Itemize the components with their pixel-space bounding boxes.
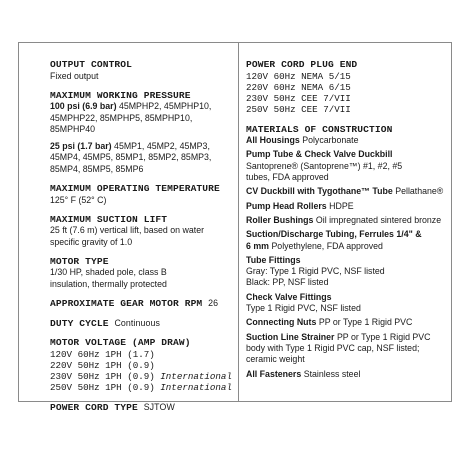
connecting-nuts-value: PP or Type 1 Rigid PVC [318,317,413,328]
max-suction-lift-line-2: specific gravity of 1.0 [50,236,133,247]
check-valve-value: Type 1 Rigid PVC, NSF listed [246,303,361,314]
plug-end-line-3: 230V 50Hz CEE 7/VII [246,93,351,105]
housings-label: All Housings [246,135,300,146]
output-control-heading: OUTPUT CONTROL [50,59,133,70]
duty-cycle-section [50,318,230,330]
pressure-25-label: 25 psi (1.7 bar) [50,141,112,152]
suction-tubing-label-1: Suction/Discharge Tubing, Ferrules 1/4" & [246,229,422,240]
pressure-100-line-2: 45MPHP22, 85MPHP5, 85MPHP10, [50,112,193,123]
voltage-row-4-note: International [160,382,232,394]
motor-type-heading: MOTOR TYPE [50,255,109,267]
tube-fittings-label: Tube Fittings [246,254,301,265]
max-working-pressure-section [50,90,230,175]
voltage-row-2: 220V 50Hz 1PH (0.9) [50,359,155,371]
gear-motor-rpm-value: 26 [208,298,219,309]
materials-heading: MATERIALS OF CONSTRUCTION [246,123,393,135]
plug-end-line-4: 250V 50Hz CEE 7/VII [246,104,351,116]
power-cord-type-heading: POWER CORD TYPE [50,401,138,413]
strainer-label: Suction Line Strainer [246,331,335,342]
gear-motor-rpm-section [50,298,230,310]
tube-fittings-line-2: Black: PP, NSF listed [246,277,329,288]
strainer-line-1: body with Type 1 Rigid PVC cap, NSF listed; [246,342,420,353]
pump-tube-line-1: Santoprene® (Santoprene™) #1, #2, #5 [246,160,403,171]
tube-fittings-line-1: Gray: Type 1 Rigid PVC, NSF listed [246,266,385,277]
head-rollers-value: HDPE [329,200,354,211]
voltage-row-3: 230V 50Hz 1PH (0.9) [50,371,155,383]
pressure-100-line-3: 85MPHP40 [50,123,95,134]
pressure-100-line-1: 45MPHP2, 45MPHP10, [116,101,212,112]
pump-tube-label: Pump Tube & Check Valve Duckbill [246,149,393,160]
motor-voltage-heading: MOTOR VOLTAGE (AMP DRAW) [50,337,191,349]
plug-end-section [246,59,452,116]
power-cord-type-section [50,402,230,414]
max-operating-temp-section [50,183,230,206]
duty-cycle-value: Continuous [114,317,160,328]
suction-tubing-label-2: 6 mm [246,240,269,251]
left-column [50,59,230,413]
duty-cycle-heading: DUTY CYCLE [50,317,109,329]
voltage-row-1: 120V 60Hz 1PH (1.7) [50,348,155,360]
cv-duckbill-label: CV Duckbill with Tygothane™ Tube [246,186,393,197]
roller-bushings-label: Roller Bushings [246,214,314,225]
plug-end-line-2: 220V 60Hz NEMA 6/15 [246,81,351,93]
pump-tube-line-2: tubes, FDA approved [246,172,329,183]
pressure-25-line-2: 45MP4, 45MP5, 85MP1, 85MP2, 85MP3, [50,152,212,163]
pressure-25-line-1: 45MP1, 45MP2, 45MP3, [111,141,210,152]
motor-voltage-section [50,337,230,394]
motor-type-line-2: insulation, thermally protected [50,278,167,289]
output-control-section [50,59,230,82]
plug-end-heading: POWER CORD PLUG END [246,59,358,70]
suction-tubing-value: Polyethylene, FDA approved [271,240,383,251]
check-valve-label: Check Valve Fittings [246,291,332,302]
column-divider [238,43,239,401]
strainer-line-2: ceramic weight [246,354,305,365]
right-column [246,59,452,380]
voltage-row-4: 250V 50Hz 1PH (0.9) [50,382,155,394]
max-working-pressure-heading: MAXIMUM WORKING PRESSURE [50,89,191,101]
motor-type-section [50,256,230,290]
housings-value: Polycarbonate [302,135,359,146]
max-suction-lift-heading: MAXIMUM SUCTION LIFT [50,213,168,225]
max-suction-lift-line-1: 25 ft (7.6 m) vertical lift, based on water [50,225,205,236]
pressure-25-line-3: 85MP4, 85MP5, 85MP6 [50,163,144,174]
pressure-100-label: 100 psi (6.9 bar) [50,101,117,112]
output-control-value: Fixed output [50,70,99,81]
power-cord-type-value: SJTOW [143,401,175,412]
voltage-row-3-note: International [160,371,232,383]
max-operating-temp-value: 125° F (52° C) [50,194,107,205]
fasteners-value: Stainless steel [303,368,361,379]
head-rollers-label: Pump Head Rollers [246,200,327,211]
strainer-value: PP or Type 1 Rigid PVC [336,331,431,342]
max-operating-temp-heading: MAXIMUM OPERATING TEMPERATURE [50,183,220,195]
max-suction-lift-section [50,214,230,248]
materials-section [246,124,452,380]
gear-motor-rpm-heading: APPROXIMATE GEAR MOTOR RPM [50,298,203,310]
motor-type-line-1: 1/30 HP, shaded pole, class B [50,267,167,278]
fasteners-label: All Fasteners [246,368,302,379]
roller-bushings-value: Oil impregnated sintered bronze [315,214,442,225]
cv-duckbill-value: Pellathane® [392,186,444,197]
connecting-nuts-label: Connecting Nuts [246,317,317,328]
plug-end-line-1: 120V 60Hz NEMA 5/15 [246,70,351,82]
